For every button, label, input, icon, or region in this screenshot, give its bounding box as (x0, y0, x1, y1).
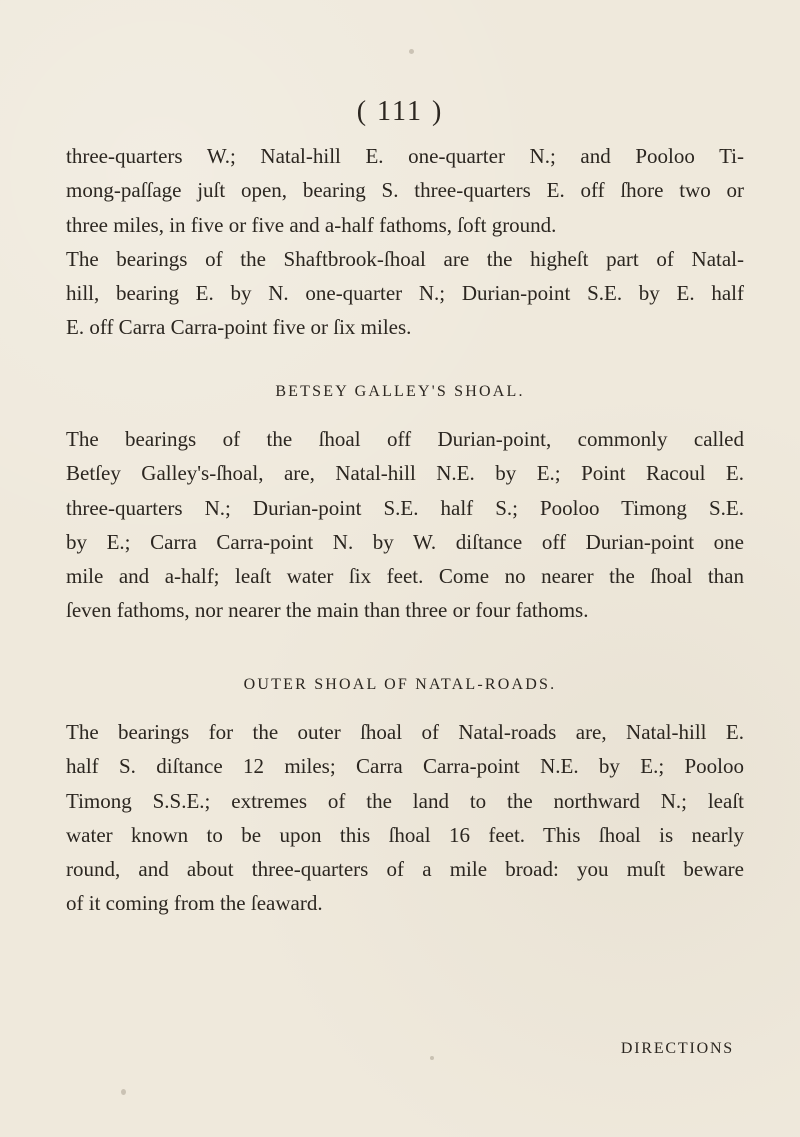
text-line: ſeven fathoms, nor nearer the main than three or four fathoms. (66, 598, 589, 623)
text-line: three-quarters W.; Natal-hill E. one-quarter N.; and Pooloo Ti- (66, 144, 744, 168)
catchword: DIRECTIONS (620, 1040, 734, 1057)
text-line: three miles, in five or five and a-half fathoms, ſoft ground. (66, 212, 557, 237)
text-line: by E.; Carra Carra-point N. by W. diſtance off Durian-point one (66, 529, 744, 554)
section-heading-outer-shoal: OUTER SHOAL OF NATAL-ROADS. (243, 676, 557, 693)
text-line: The bearings for the outer ſhoal of Natal-roads are, Natal-hill E. (66, 720, 744, 744)
text-line: three-quarters N.; Durian-point S.E. half S.; Pooloo Timong S.E. (66, 495, 744, 520)
page-number: ( 111 ) (356, 96, 444, 127)
betsey-galley-paragraph (66, 422, 744, 628)
paper-speck (409, 49, 414, 54)
text-line: The bearings of the Shaftbrook-ſhoal are the higheſt part of Natal- (66, 246, 744, 271)
text-line: mong-paſſage juſt open, bearing S. three-quarters E. off ſhore two or (66, 178, 744, 203)
section-heading-betsey-galley: BETSEY GALLEY'S SHOAL. (275, 383, 525, 400)
text-line: round, and about three-quarters of a mile broad: you muſt beware (66, 857, 744, 882)
text-line: E. off Carra Carra-point five or ſix miles. (66, 315, 412, 340)
intro-paragraph (66, 139, 744, 345)
text-line: hill, bearing E. by N. one-quarter N.; Durian-point S.E. by E. half (66, 281, 744, 306)
text-line: The bearings of the ſhoal off Durian-point, commonly called (66, 427, 744, 451)
text-line: mile and a-half; leaſt water ſix feet. Come no nearer the ſhoal than (66, 564, 744, 589)
paper-speck (430, 1056, 434, 1060)
text-line: water known to be upon this ſhoal 16 feet. This ſhoal is nearly (66, 822, 744, 847)
text-line: Timong S.S.E.; extremes of the land to the northward N.; leaſt (66, 788, 744, 813)
outer-shoal-paragraph (66, 715, 744, 921)
text-line: Betſey Galley's-ſhoal, are, Natal-hill N.E. by E.; Point Racoul E. (66, 461, 744, 486)
paper-speck (121, 1089, 126, 1095)
text-line: half S. diſtance 12 miles; Carra Carra-point N.E. by E.; Pooloo (66, 754, 744, 779)
text-line: of it coming from the ſeaward. (66, 891, 323, 916)
